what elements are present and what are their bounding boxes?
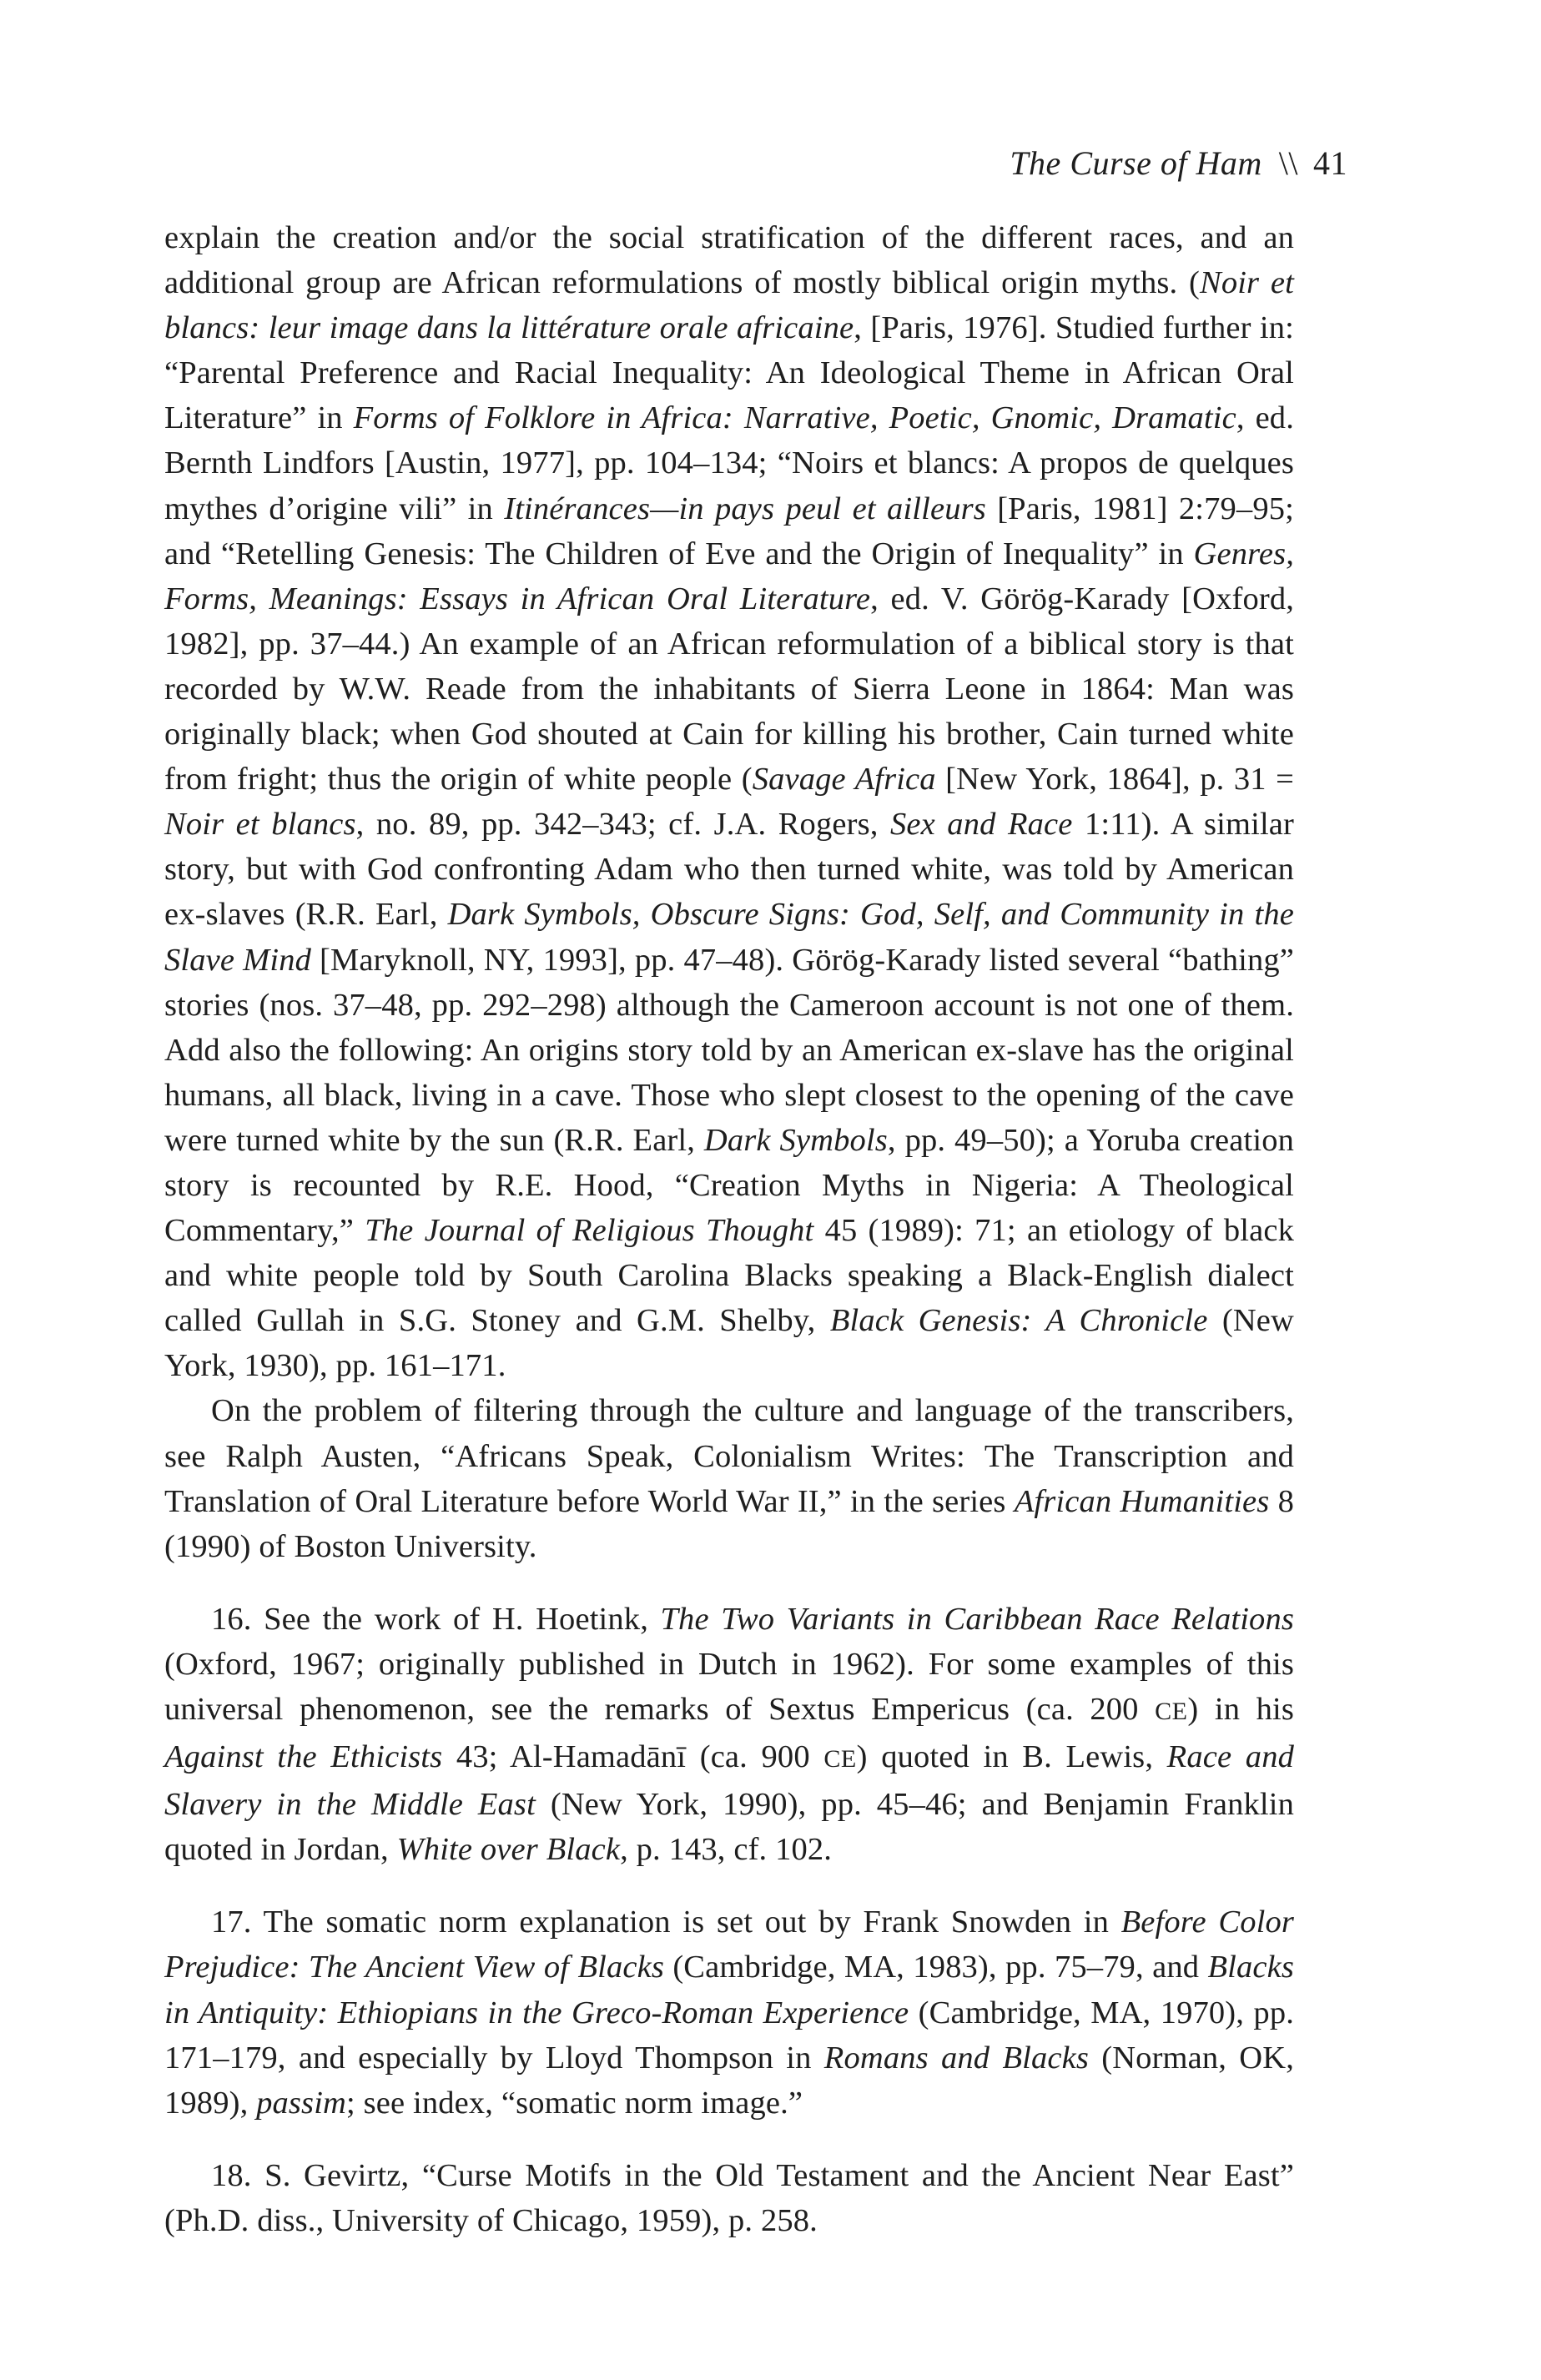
cited-title: Itinérances—in pays peul et ailleurs bbox=[504, 491, 986, 526]
text-run: , [Paris, 1976]. Studied further in: “Parental Preference and Racial Inequality: An Ideological Theme in African Oral Literature” in bbox=[164, 310, 1295, 436]
era-abbreviation: CE bbox=[1155, 1698, 1188, 1725]
cited-title: Savage Africa bbox=[752, 762, 936, 798]
text-run: 43; Al-Hamadānī (ca. 900 bbox=[442, 1739, 824, 1775]
cited-title: Romans and Blacks bbox=[823, 2040, 1089, 2076]
text-run: 45 (1989): 71; an etiology of black and white people told by South Carolina Blacks speaking a Black-English dialect called Gullah in S.G. Stoney and G.M. Shelby, bbox=[164, 1213, 1294, 1339]
cited-title: Noir et blancs bbox=[164, 807, 356, 843]
note-16 bbox=[164, 1597, 1294, 1873]
cited-title: Race and Slavery in the Middle East bbox=[164, 1739, 1294, 1823]
cited-title: Black Genesis: A Chronicle bbox=[829, 1303, 1208, 1339]
text-run: The somatic norm explanation is set out by Frank Snowden in bbox=[251, 1905, 1121, 1940]
text-run: ) in his bbox=[1187, 1692, 1295, 1727]
text-run: , pp. 49–50); a Yoruba creation story is recounted by R.E. Hood, “Creation Myths in Nigeria: A Theological Commentary,” bbox=[164, 1122, 1294, 1249]
note-17 bbox=[164, 1899, 1294, 2125]
cited-title: Sex and Race bbox=[889, 807, 1073, 843]
text-run: (New York, 1990), pp. 45–46; and Benjamin Franklin quoted in Jordan, bbox=[164, 1787, 1294, 1868]
text-run: On the problem of filtering through the culture and language of the transcribers, see Ralph Austen, “Africans Speak, Colonialism Writes: The Transcription and Translation of Oral Literature before World War II,” in the series bbox=[164, 1393, 1294, 1519]
running-head-separator: \\ bbox=[1278, 144, 1298, 182]
text-run: , p. 143, cf. 102. bbox=[620, 1832, 833, 1868]
text-run: 8 (1990) of Boston University. bbox=[164, 1483, 1294, 1564]
text-run: , ed. Bernth Lindfors [Austin, 1977], pp. 104–134; “Noirs et blancs: A propos de quelques mythes d’origine vili” in bbox=[164, 400, 1294, 526]
cited-title: Blacks in Antiquity: Ethiopians in the Greco-Roman Experience bbox=[164, 1950, 1295, 2030]
text-run: ; see index, “somatic norm image.” bbox=[346, 2085, 803, 2121]
text-run: (New York, 1930), pp. 161–171. bbox=[164, 1303, 1294, 1384]
text-run: (Oxford, 1967; originally published in Dutch in 1962). For some examples of this universal phenomenon, see the remarks of Sextus Empericus (ca. 200 bbox=[164, 1646, 1294, 1727]
text-run: See the work of H. Hoetink, bbox=[251, 1601, 661, 1637]
cited-title: Noir et blancs: leur image dans la littérature orale africaine bbox=[164, 265, 1294, 346]
cited-title: White over Black bbox=[396, 1832, 621, 1868]
cited-title: Against the Ethicists bbox=[164, 1739, 443, 1775]
note-15-continued bbox=[164, 215, 1294, 1388]
note-18 bbox=[164, 2153, 1294, 2243]
note-15-transcribers-paragraph bbox=[164, 1388, 1294, 1568]
cited-title: Dark Symbols, Obscure Signs: God, Self, and Community in the Slave Mind bbox=[164, 897, 1294, 978]
cited-title: The Journal of Religious Thought bbox=[365, 1213, 814, 1249]
text-run: , no. 89, pp. 342–343; cf. J.A. Rogers, bbox=[355, 807, 890, 843]
cited-title: Genres, Forms, Meanings: Essays in African Oral Literature bbox=[164, 536, 1294, 616]
text-run: S. Gevirtz, “Curse Motifs in the Old Testament and the Ancient Near East” (Ph.D. diss., University of Chicago, 1959), p. 258. bbox=[164, 2157, 1294, 2238]
text-run: [Maryknoll, NY, 1993], pp. 47–48). Görög-Karady listed several “bathing” stories (nos. 37–48, pp. 292–298) although the Cameroon account is not one of them. Add also the following: An origins story told by an American ex-slave has the original humans, all black, living in a cave. Those who slept closest to the opening of the cave were turned white by the sun (R.R. Earl, bbox=[164, 942, 1295, 1158]
text-run: , ed. V. Görög-Karady [Oxford, 1982], pp. 37–44.) An example of an African reformulation of a biblical story is that recorded by W.W. Reade from the inhabitants of Sierra Leone in 1864: Man was originally black; when God shouted at Cain for killing his brother, Cain turned white from fright; thus the origin of white people ( bbox=[164, 581, 1294, 798]
cited-title: The Two Variants in Caribbean Race Relations bbox=[660, 1601, 1294, 1637]
text-run: [Paris, 1981] 2:79–95; and “Retelling Genesis: The Children of Eve and the Origin of Inequality” in bbox=[164, 491, 1294, 571]
running-title: The Curse of Ham bbox=[1010, 144, 1262, 182]
text-run: (Cambridge, MA, 1983), pp. 75–79, and bbox=[663, 1950, 1208, 1985]
note-number: 16. bbox=[211, 1601, 252, 1637]
cited-title: Before Color Prejudice: The Ancient View of Blacks bbox=[164, 1905, 1294, 1985]
text-run: (Cambridge, MA, 1970), pp. 171–179, and especially by Lloyd Thompson in bbox=[164, 1995, 1294, 2076]
text-run: 1:11). A similar story, but with God confronting Adam who then turned white, was told by American ex-slaves (R.R. Earl, bbox=[164, 807, 1294, 933]
cited-title: African Humanities bbox=[1014, 1483, 1270, 1519]
cited-title: Forms of Folklore in Africa: Narrative, Poetic, Gnomic, Dramatic bbox=[353, 400, 1236, 436]
cited-title: Dark Symbols bbox=[703, 1122, 888, 1158]
text-run: ) quoted in B. Lewis, bbox=[856, 1739, 1167, 1775]
running-head bbox=[1010, 143, 1347, 183]
era-abbreviation: CE bbox=[823, 1745, 857, 1774]
cited-title: passim bbox=[256, 2085, 346, 2121]
page-number: 41 bbox=[1313, 144, 1347, 182]
page-body bbox=[164, 215, 1294, 2243]
note-number: 18. bbox=[211, 2157, 252, 2193]
text-run: explain the creation and/or the social stratification of the different races, and an additional group are African reformulations of mostly biblical origin myths. ( bbox=[164, 220, 1294, 301]
note-number: 17. bbox=[211, 1905, 252, 1940]
text-run: [New York, 1864], p. 31 = bbox=[935, 762, 1295, 798]
text-run: (Norman, OK, 1989), bbox=[164, 2040, 1294, 2121]
